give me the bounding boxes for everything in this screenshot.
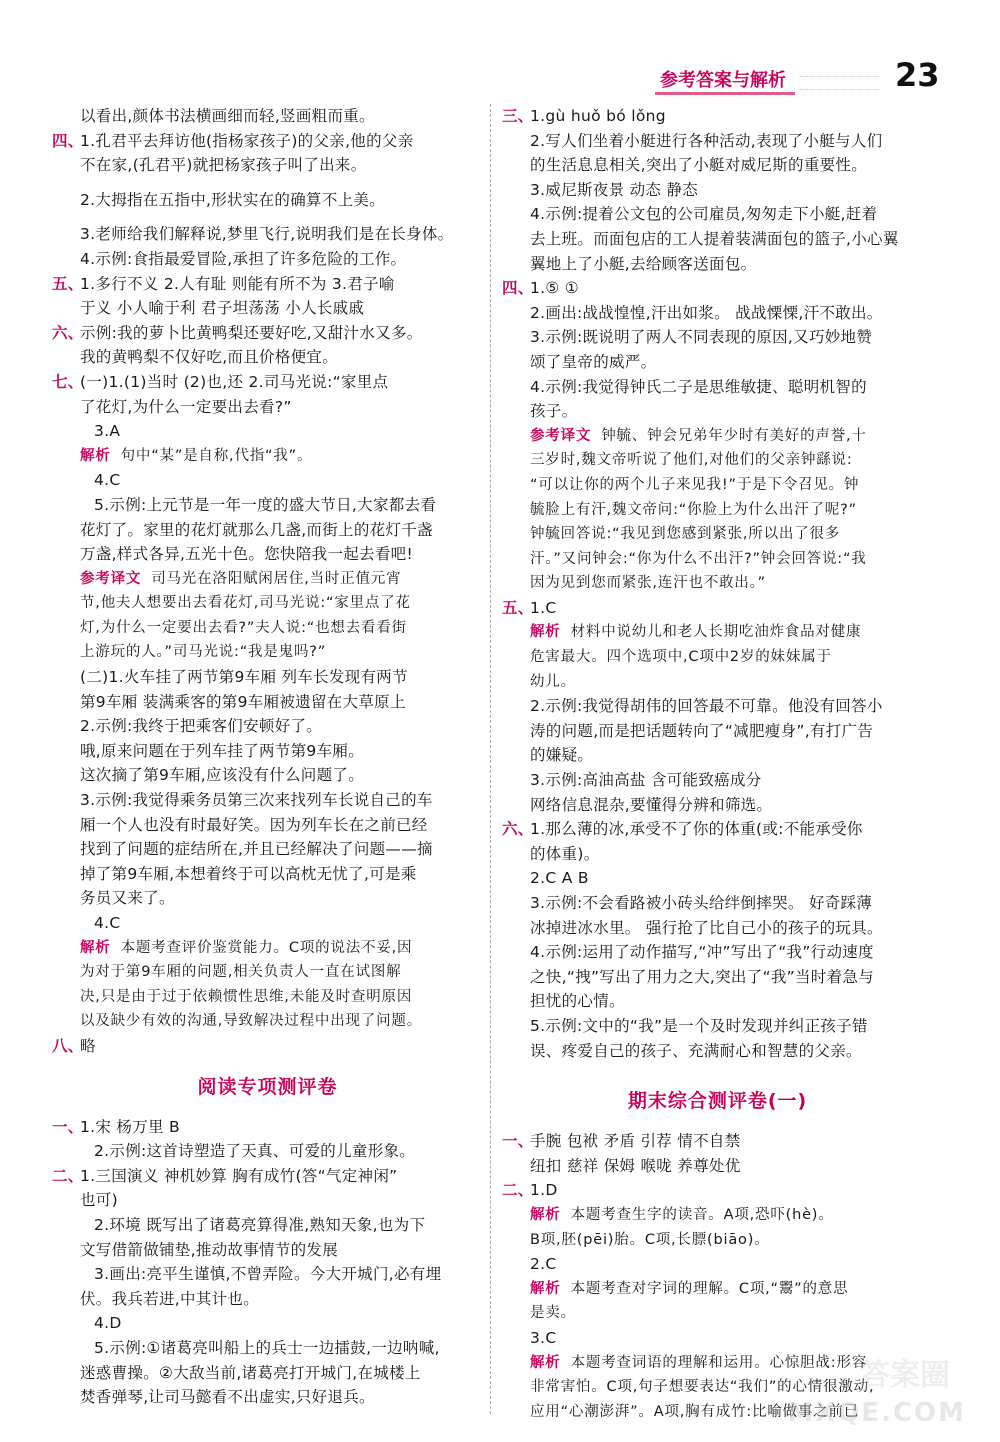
question-number: 五、 <box>502 598 534 617</box>
question-number: 一、 <box>502 1132 534 1151</box>
answer-text: 伏。我兵若进,中其计也。 <box>80 1289 260 1308</box>
answer-text: 去上班。而面包店的工人提着装满面包的篮子,小心翼 <box>530 229 899 248</box>
answer-line <box>530 375 935 400</box>
answer-line <box>52 1034 485 1059</box>
answer-line <box>530 965 935 990</box>
answer-line <box>80 1311 485 1336</box>
answer-line <box>530 202 935 227</box>
answer-text: 因为见到您而紧张,连汗也不敢出。” <box>530 575 766 592</box>
answer-text: 2.环境 既写出了诸葛亮算得准,熟知天象,也为下 <box>94 1215 426 1234</box>
answer-line <box>80 1287 485 1312</box>
answer-text: 以看出,颜体书法横画细而轻,竖画粗而重。 <box>80 107 375 125</box>
answer-text: 的生活息息相关,突出了小艇对威尼斯的重要性。 <box>530 156 868 175</box>
answer-text: 务员又来了。 <box>80 889 175 908</box>
answer-text: 本题考查对字词的理解。C项,“鬻”的意思 <box>570 1280 849 1297</box>
answer-text: 1.gù huǒ bó lǒng <box>530 107 666 125</box>
answer-text: 本题考查生字的读音。A项,恐吓(hè)。 <box>570 1206 834 1223</box>
answer-line <box>530 842 935 867</box>
analysis-tag: 解析 <box>530 1206 561 1223</box>
answer-line <box>80 1213 485 1238</box>
answer-text: 1.宋 杨万里 B <box>80 1117 180 1136</box>
answer-text: 3.示例:我觉得乘务员第三次来找列车长说自己的车 <box>80 791 433 810</box>
answer-line <box>80 188 485 213</box>
answer-line <box>52 1115 485 1140</box>
answer-line <box>530 399 935 424</box>
answer-text: 冰掉进冰水里。 强行抢了比自己小的孩子的玩具。 <box>530 918 883 937</box>
answer-text: 涛的问题,而是把话题转向了“减肥瘦身”,有打广告 <box>530 721 874 740</box>
answer-line <box>80 1188 485 1213</box>
answer-line <box>80 739 485 764</box>
answer-line <box>80 936 485 961</box>
answer-text: 第9车厢 装满乘客的第9车厢被遗留在大草原上 <box>80 692 406 711</box>
answer-line <box>530 571 935 596</box>
section-title: 阅读专项测评卷 <box>197 1075 338 1098</box>
answer-text: 孩子。 <box>530 402 578 421</box>
answer-text: 本题考查词语的理解和运用。心惊胆战:形容 <box>570 1354 867 1371</box>
answer-text: 5.示例:上元节是一年一度的盛大节日,大家都去看 <box>94 495 437 514</box>
analysis-tag: 解析 <box>530 624 561 641</box>
answer-line <box>530 1252 935 1277</box>
answer-text: 3.老师给我们解释说,梦里飞行,说明我们是在长身体。 <box>80 225 454 244</box>
answer-text: 4.示例:我觉得钟氏二子是思维敏捷、聪明机智的 <box>530 377 867 396</box>
answer-line <box>80 296 485 321</box>
answer-line <box>80 788 485 813</box>
answer-line <box>530 670 935 695</box>
answer-text: 幼儿。 <box>530 673 576 690</box>
answer-line <box>80 862 485 887</box>
answer-line <box>530 129 935 154</box>
answer-text: 示例:我的萝卜比黄鸭梨还要好吃,又甜汁水又多。 <box>80 323 423 342</box>
answer-text: 4.示例:食指最爱冒险,承担了许多危险的工作。 <box>80 249 407 268</box>
answer-text: 误、疼爱自己的孩子、充满耐心和智慧的父亲。 <box>530 1041 862 1060</box>
answer-line <box>502 1129 935 1154</box>
answer-line <box>530 1014 935 1039</box>
answer-line <box>530 866 935 891</box>
answer-text: 花灯了。家里的花灯就那么几盏,而街上的花灯千盏 <box>80 520 433 539</box>
answer-text: 1.三国演义 神机妙算 胸有成竹(答“气定神闲” <box>80 1166 398 1185</box>
answer-line <box>80 763 485 788</box>
header-underline <box>655 92 795 95</box>
answer-line <box>530 940 935 965</box>
answer-line <box>80 468 485 493</box>
answer-line <box>530 645 935 670</box>
answer-line <box>52 1164 485 1189</box>
analysis-tag: 解析 <box>530 1280 561 1297</box>
answer-text: 3.示例:既说明了两人不同表现的原因,又巧妙地赞 <box>530 328 873 347</box>
answer-text: 3.威尼斯夜景 动态 静态 <box>530 180 699 199</box>
question-number: 八、 <box>52 1036 84 1055</box>
answer-line <box>530 473 935 498</box>
header-title: 参考答案与解析 <box>660 70 786 91</box>
answer-line <box>530 547 935 572</box>
answer-text: 是卖。 <box>530 1305 576 1322</box>
question-number: 七、 <box>52 372 84 391</box>
answer-text: 2.示例:我觉得胡伟的回答最不可靠。他没有回答小 <box>530 697 883 716</box>
answer-line <box>80 837 485 862</box>
question-number: 六、 <box>502 820 534 839</box>
answer-text: 节,他夫人想要出去看花灯,司马光说:“家里点了花 <box>80 595 411 612</box>
answer-line <box>80 419 485 444</box>
spacer <box>80 178 485 188</box>
answer-text: 2.写人们坐着小艇进行各种活动,表现了小艇与人们 <box>530 131 883 150</box>
answer-text: 厢一个人也没有时最好笑。因为列车长在之前已经 <box>80 815 428 834</box>
answer-line <box>530 1301 935 1326</box>
answer-text: 汗。”又问钟会:“你为什么不出汗?”钟会回答说:“我 <box>530 550 867 567</box>
answer-text: 1.⑤ ① <box>530 279 580 298</box>
answer-text: 5.示例:①诸葛亮叫船上的兵士一边擂鼓,一边呐喊, <box>94 1338 440 1357</box>
answer-text: 钟毓、钟会兄弟年少时有美好的声誉,十 <box>601 427 867 444</box>
answer-line <box>530 1326 935 1351</box>
answer-text: 迷惑曹操。②大敌当前,诸葛亮打开城门,在城楼上 <box>80 1363 421 1382</box>
answer-text: 非常害怕。C项,句子想要表达“我们”的心情很激动, <box>530 1379 875 1396</box>
answer-line <box>502 1178 935 1203</box>
question-number: 五、 <box>52 274 84 293</box>
answer-text: 3.C <box>530 1328 557 1347</box>
analysis-tag: 解析 <box>80 447 111 464</box>
answer-text: 2.C A B <box>530 869 589 888</box>
answer-line <box>530 448 935 473</box>
answer-line <box>80 1385 485 1410</box>
answer-text: 我的黄鸭梨不仅好吃,而且价格便宜。 <box>80 348 339 367</box>
answer-line <box>80 567 485 592</box>
answer-text: 4.C <box>94 471 121 490</box>
answer-text: 材料中说幼儿和老人长期吃油炸食品对健康 <box>570 624 862 641</box>
answer-text: 句中“某”是自称,代指“我”。 <box>120 447 313 464</box>
answer-text: 网络信息混杂,要懂得分辨和筛选。 <box>530 795 773 814</box>
answer-text: 司马光在洛阳赋闲居住,当时正值元宵 <box>151 570 402 587</box>
answer-line <box>530 252 935 277</box>
left-column <box>52 104 485 1410</box>
answer-line <box>530 498 935 523</box>
answer-line <box>80 444 485 469</box>
answer-text: “可以让你的两个儿子来见我!”于是下令召见。钟 <box>530 476 860 493</box>
answer-text: 本题考查评价鉴赏能力。C项的说法不妥,因 <box>120 939 413 956</box>
answer-line <box>80 960 485 985</box>
answer-text: 1.C <box>530 598 557 617</box>
answer-text: B项,胚(pēi)胎。C项,长膘(biāo)。 <box>530 1231 770 1248</box>
answer-text: 万盏,样式各异,五光十色。您快陪我一起去看吧! <box>80 545 413 564</box>
answer-line <box>530 743 935 768</box>
question-number: 四、 <box>502 279 534 298</box>
question-number: 二、 <box>52 1166 84 1185</box>
analysis-tag: 参考译文 <box>80 570 142 587</box>
answer-line <box>80 247 485 272</box>
answer-text: 之快,“拽”写出了用力之大,突出了“我”当时着急与 <box>530 967 874 986</box>
page-number: 23 <box>895 56 940 94</box>
answer-text: 4.C <box>94 914 121 932</box>
question-number: 二、 <box>502 1181 534 1200</box>
answer-line <box>80 153 485 178</box>
answer-line <box>530 325 935 350</box>
answer-text: 4.D <box>94 1314 122 1333</box>
answer-text: (一)1.(1)当时 (2)也,还 2.司马光说:“家里点 <box>80 372 389 391</box>
answer-text: 担忧的心情。 <box>530 992 625 1011</box>
answer-line <box>530 719 935 744</box>
answer-text: 1.那么薄的冰,承受不了你的体重(或:不能承受你 <box>530 820 863 839</box>
answer-line <box>530 1228 935 1253</box>
spacer <box>530 1063 935 1073</box>
answer-text: 决,只是由于过于依赖惯性思维,未能及时查明原因 <box>80 988 413 1005</box>
question-number: 一、 <box>52 1117 84 1136</box>
answer-line <box>80 518 485 543</box>
answer-text: 哦,原来问题在于列车挂了两节第9车厢。 <box>80 741 364 760</box>
answer-text: 2.示例:我终于把乘客们安顿好了。 <box>80 717 323 736</box>
watermark <box>787 1358 980 1434</box>
answer-text: 危害最大。四个选项中,C项中2岁的妹妹属于 <box>530 649 832 666</box>
answer-text: 灯,为什么一定要出去看?”夫人说:“也想去看看街 <box>80 619 407 636</box>
answer-line <box>530 424 935 449</box>
answer-text: 2.示例:这首诗塑造了天真、可爱的儿童形象。 <box>94 1142 416 1161</box>
answer-text: 焚香弹琴,让司马懿看不出虚实,只好退兵。 <box>80 1388 375 1407</box>
analysis-tag: 解析 <box>80 939 111 956</box>
answer-line <box>52 129 485 154</box>
answer-text: 5.示例:文中的“我”是一个及时发现并纠正孩子错 <box>530 1016 868 1035</box>
answer-line <box>530 891 935 916</box>
answer-line <box>530 1154 935 1179</box>
answer-text: 3.示例:不会看路被小砖头给绊倒摔哭。 好奇踩薄 <box>530 894 873 912</box>
spacer <box>80 212 485 222</box>
answer-line <box>530 522 935 547</box>
answer-line <box>80 813 485 838</box>
answer-line <box>80 616 485 641</box>
answer-text: 这次摘了第9车厢,应该没有什么问题了。 <box>80 766 364 785</box>
answer-text: 2.大拇指在五指中,形状实在的确算不上美。 <box>80 190 386 209</box>
answer-line <box>80 345 485 370</box>
answer-text: 纽扣 慈祥 保姆 喉咙 养尊处优 <box>530 1156 741 1175</box>
answer-line <box>80 665 485 690</box>
answer-text: 上游玩的人。”司马光说:“我是鬼吗?” <box>80 644 327 661</box>
watermark-text: MXQE.COM <box>787 1398 966 1428</box>
header-decoration <box>800 76 880 90</box>
answer-line <box>80 1336 485 1361</box>
answer-line <box>502 104 935 129</box>
answer-text: 4.示例:运用了动作描写,“冲”写出了“我”行动速度 <box>530 943 874 962</box>
answer-text: 找到了问题的症结所在,并且已经解决了问题——摘 <box>80 840 433 859</box>
answer-line <box>52 370 485 395</box>
answer-line <box>80 395 485 420</box>
column-divider <box>490 104 491 1414</box>
answer-line <box>52 321 485 346</box>
watermark-logo-icon: 答案圈 <box>860 1358 950 1393</box>
answer-line <box>80 222 485 247</box>
answer-line <box>80 493 485 518</box>
answer-text: 1.多行不义 2.人有耻 则能有所不为 3.君子喻 <box>80 274 395 293</box>
answer-line <box>530 227 935 252</box>
answer-line <box>502 596 935 621</box>
answer-text: 1.D <box>530 1181 558 1200</box>
answer-line <box>80 1262 485 1287</box>
answer-line <box>80 714 485 739</box>
answer-text: 也可) <box>80 1191 118 1210</box>
answer-line <box>80 1361 485 1386</box>
answer-line <box>80 985 485 1010</box>
answer-line <box>80 911 485 936</box>
section-title: 期末综合测评卷(一) <box>627 1090 808 1113</box>
answer-text: 颂了皇帝的威严。 <box>530 352 657 371</box>
answer-line <box>530 153 935 178</box>
answer-line <box>530 1277 935 1302</box>
question-number: 六、 <box>52 323 84 342</box>
answer-text: 文写借箭做铺垫,推动故事情节的发展 <box>80 1240 339 1259</box>
answer-line <box>80 591 485 616</box>
answer-line <box>80 886 485 911</box>
answer-text: 于义 小人喻于利 君子坦荡荡 小人长戚戚 <box>80 299 365 318</box>
answer-text: 的体重)。 <box>530 844 600 863</box>
answer-line <box>502 817 935 842</box>
right-column <box>502 104 935 1424</box>
answer-text: 不在家,(孔君平)就把杨家孩子叫了出来。 <box>80 156 367 175</box>
answer-text: 钟毓回答说:“我见到您感到紧张,所以出了很多 <box>530 526 841 543</box>
answer-line <box>530 1039 935 1064</box>
answer-text: 应用“心潮澎湃”。A项,胸有成竹:比喻做事之前已 <box>530 1403 860 1420</box>
answer-text: 了花灯,为什么一定要出去看?” <box>80 397 292 416</box>
answer-text: 3.画出:亮平生谨慎,不曾弄险。今大开城门,必有埋 <box>94 1265 442 1284</box>
answer-line <box>530 301 935 326</box>
answer-line <box>530 694 935 719</box>
answer-text: 4.示例:提着公文包的公司雇员,匆匆走下小艇,赶着 <box>530 205 878 224</box>
answer-line <box>80 1238 485 1263</box>
answer-line <box>530 989 935 1014</box>
answer-line <box>80 640 485 665</box>
analysis-tag: 参考译文 <box>530 427 592 444</box>
answer-line <box>530 620 935 645</box>
answer-line <box>530 793 935 818</box>
answer-line <box>80 1139 485 1164</box>
answer-text: 3.示例:高油高盐 含可能致癌成分 <box>530 771 762 790</box>
answer-text: 三岁时,魏文帝听说了他们,对他们的父亲钟繇说: <box>530 452 853 469</box>
answer-text: 为对于第9车厢的问题,相关负责人一直在试图解 <box>80 964 402 981</box>
answer-text: 毓脸上有汗,魏文帝问:“你脸上为什么出汗了呢?” <box>530 501 857 518</box>
answer-line <box>530 768 935 793</box>
question-number: 四、 <box>52 131 84 150</box>
answer-line <box>80 542 485 567</box>
answer-line <box>530 916 935 941</box>
answer-line <box>80 1009 485 1034</box>
answer-line <box>52 272 485 297</box>
question-number: 三、 <box>502 107 534 125</box>
page-header <box>0 52 1000 98</box>
answer-text: 以及缺少有效的沟通,导致解决过程中出现了问题。 <box>80 1013 423 1030</box>
answer-text: 略 <box>80 1036 96 1055</box>
answer-text: 2.C <box>530 1255 557 1274</box>
answer-line <box>80 104 485 129</box>
answer-line <box>530 1203 935 1228</box>
answer-line <box>530 178 935 203</box>
analysis-tag: 解析 <box>530 1354 561 1371</box>
answer-text: 2.画出:战战惶惶,汗出如浆。 战战慄慄,汗不敢出。 <box>530 303 883 322</box>
answer-text: 掉了第9车厢,本想着终于可以高枕无忧了,可是乘 <box>80 864 417 883</box>
answer-text: 手腕 包袱 矛盾 引荐 情不自禁 <box>530 1132 741 1151</box>
answer-text: 3.A <box>94 422 121 441</box>
answer-text: 翼地上了小艇,去给顾客送面包。 <box>530 254 757 273</box>
answer-line <box>502 276 935 301</box>
answer-line <box>80 690 485 715</box>
answer-text: 1.孔君平去拜访他(指杨家孩子)的父亲,他的父亲 <box>80 131 414 150</box>
answer-line <box>530 350 935 375</box>
answer-text: (二)1.火车挂了两节第9车厢 列车长发现有两节 <box>80 668 408 687</box>
answer-text: 的嫌疑。 <box>530 746 594 765</box>
